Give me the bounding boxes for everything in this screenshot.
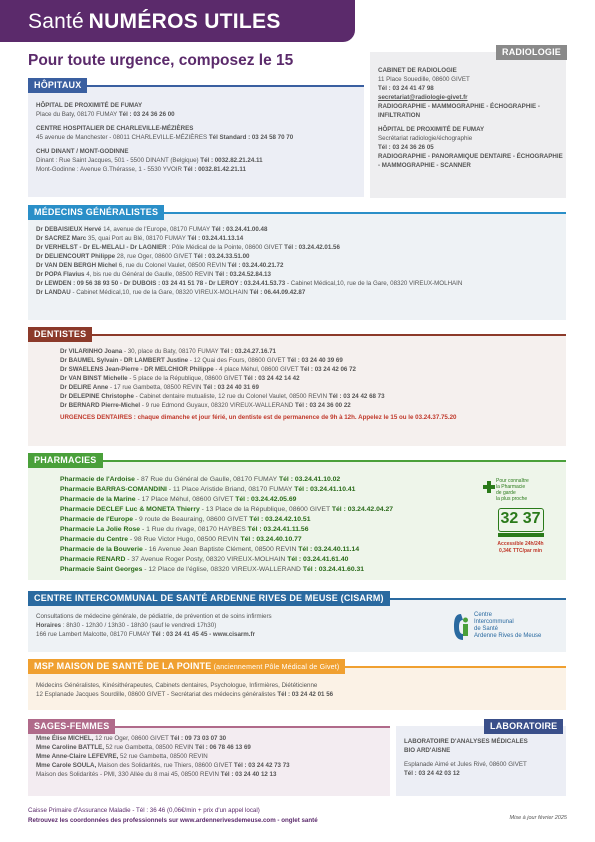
list-item	[60, 393, 560, 402]
medecin-name: Dr LEWDEN : 09 56 38 93 50 - Dr DUBOIS : 03 24 41 51 78 - Dr LEROY : 03.24.41.53.73	[36, 279, 286, 287]
radiologie-header: RADIOLOGIE	[496, 45, 567, 60]
cisarm-logo	[452, 612, 562, 644]
logo-line: Centre	[474, 612, 493, 618]
laboratoire-details	[404, 738, 564, 779]
promo-access	[478, 541, 563, 554]
dentistes-list	[60, 348, 560, 423]
pharmacie-name: Pharmacie de la Bouverie	[60, 546, 143, 554]
dentiste-address: - 17 rue Gambetta, 08500 REVIN	[108, 383, 204, 391]
medecins-list	[36, 226, 564, 298]
pharmacie-address: - 17 Place Méhul, 08600 GIVET	[135, 496, 236, 504]
sagefemme-address: 12 rue Oger, 08600 GIVET	[93, 735, 171, 742]
pharmacie-tel: Tél : 03.24.41.61.40	[287, 556, 349, 564]
pharmacie-name: Pharmacie de la Marine	[60, 496, 136, 504]
lab-name-2: BIO ARD'AISNE	[404, 746, 451, 754]
logo-line: Intercommunal	[474, 618, 514, 625]
pharmacy-cross-icon	[482, 480, 496, 494]
list-item	[36, 762, 386, 771]
sagefemme-name: Mme Élise MICHEL,	[36, 735, 94, 742]
dentiste-address: - 4 place Méhul, 08600 GIVET	[213, 365, 301, 373]
pharmacie-address: - 1 Rue du rivage, 08170 HAYBES	[140, 526, 248, 534]
cisarm-horaires	[36, 622, 436, 631]
page-banner	[0, 0, 355, 42]
pharmacie-tel: Tél : 03.24.40.10.77	[240, 536, 302, 544]
medecin-address: 4, bis rue du Général de Gaulle, 08500 REVIN	[84, 270, 216, 278]
medecin-name: Dr VAN DEN BERGH Michel	[36, 261, 118, 269]
msp-header	[28, 659, 345, 674]
pharmacie-tel: Tél : 03.24.41.11.56	[247, 526, 309, 534]
list-item	[60, 545, 480, 555]
cisarm-logo-icon	[452, 612, 470, 642]
sagefemme-tel: Tél : 03 24 42 73 73	[233, 761, 290, 769]
list-item	[60, 565, 480, 575]
footer-cpam: Caisse Primaire d'Assurance Maladie - Tél : 36 46 (0,06€/min + prix d'un appel local)	[28, 807, 260, 814]
msp-address: 12 Esplanade Jacques Sourdille, 08600 GIVET - Secrétariat des médecins généralistes	[36, 690, 278, 698]
list-item	[60, 485, 480, 495]
urgences-dentaires: URGENCES DENTAIRES : chaque dimanche et jour férié, un dentiste est de permanence de 9h à 12h. Appelez le 15 ou le 03.24.37.75.20	[60, 413, 457, 421]
logo-line: de Santé	[474, 625, 499, 632]
msp-tel: Tél : 03 24 42 01 56	[277, 690, 334, 698]
radio-cab-address: 11 Place Souedille, 08600 GIVET	[378, 75, 470, 83]
pharmacie-address: - 98 Rue Victor Hugo, 08500 REVIN	[128, 536, 241, 544]
dentiste-address: - 9 rue Edmond Guyaux, 08320 VIREUX-WALLERAND	[140, 401, 295, 409]
dentiste-address: - Cabinet dentaire mutualiste, 12 rue du Colonel Vaulet, 08500 REVIN	[133, 392, 329, 400]
list-item	[36, 753, 386, 762]
msp-services: Médecins Généralistes, Kinésithérapeutes, Cabinets dentaires, Psychologue, Infirmières, Diététicienne	[36, 682, 318, 689]
pharmacie-name: Pharmacie de l'Europe	[60, 516, 134, 524]
medecin-tel: Tél : 03.24.52.84.13	[215, 270, 271, 278]
list-item	[60, 495, 480, 505]
pharmacie-address: - 16 Avenue Jean Baptiste Clément, 08500 REVIN	[142, 546, 299, 554]
radio-hop-name: HÔPITAL DE PROXIMITÉ DE FUMAY	[378, 125, 485, 133]
urgence-heading: Pour toute urgence, composez le 15	[28, 52, 294, 69]
radio-hop-desc: Secrétariat radiologie/échographie	[378, 134, 473, 142]
hopital-line	[36, 134, 366, 143]
dentiste-name: Dr BAUMEL Sylvain - DR LAMBERT Justine	[60, 356, 189, 364]
pharmacie-name: Pharmacie DECLEF Luc & MONETA Thierry	[60, 506, 200, 514]
promo-access-line: Accessible 24h/24h	[497, 541, 544, 547]
dentiste-tel: Tél : 03 24 36 00 22	[295, 401, 351, 409]
promo-price-line: 0,34€ TTC/par min	[498, 547, 543, 554]
pharmacie-tel: Tél : 03.24.42.04.27	[331, 506, 394, 514]
dentiste-tel: Tél : 03.24.27.16.71	[220, 348, 276, 355]
dentiste-tel: Tél : 03 24 40 31 69	[203, 383, 259, 391]
update-date: Mise à jour février 2025	[509, 815, 567, 821]
hopital-line	[36, 111, 366, 120]
banner-title-bold: NUMÉROS UTILES	[88, 10, 281, 33]
dentiste-name: Dr SWAELENS Jean-Pierre - DR MELCHIOR Philippe	[60, 365, 214, 373]
sagefemme-address: 52 rue Gambetta, 08500 REVIN	[103, 743, 196, 751]
list-item	[36, 244, 564, 253]
list-item	[60, 384, 560, 393]
pharmacie-name: Pharmacie BARRAS-COMANDINI	[60, 486, 167, 494]
hopital-address: Mont-Godinne : Avenue G.Thérasse, 1 - 5530 YVOIR	[36, 165, 184, 173]
hopital-address: Place du Baty, 08170 FUMAY	[36, 110, 119, 118]
msp-header-title: MSP MAISON DE SANTÉ DE LA POINTE	[34, 661, 212, 671]
medecin-name: Dr POPA Flavius	[36, 270, 85, 278]
cisarm-tel: Tél : 03 24 41 45 45 - www.cisarm.fr	[151, 630, 255, 638]
medecin-name: Dr SACREZ Marc	[36, 234, 87, 242]
laboratoire-header: LABORATOIRE	[484, 719, 563, 734]
sagefemme-tel: Tél : 03 24 40 12 13	[220, 770, 277, 778]
sagefemme-address: Maison des Solidarités, rue Thiers, 08600 GIVET	[96, 761, 234, 769]
list-item	[36, 262, 564, 271]
sagefemme-name: Mme Caroline BATTLE,	[36, 743, 104, 751]
medecin-name: Dr LANDAU	[36, 288, 71, 296]
hopital-tel: Tél : 0032.81.42.21.11	[183, 165, 246, 173]
hopital-address: Dinant : Rue Saint Jacques, 501 - 5500 DINANT (Belgique)	[36, 156, 201, 164]
dentiste-name: Dr VAN BINST Michelle	[60, 374, 128, 382]
medecin-address: - Cabinet Médical,10, rue de la Gare, 08320 VIREUX-MOLHAIN	[285, 279, 463, 287]
hopital-name: HÔPITAL DE PROXIMITÉ DE FUMAY	[36, 102, 143, 109]
list-item	[36, 289, 564, 298]
medecin-tel: Tél : 06.44.09.42.87	[249, 288, 306, 296]
cisarm-horaires-label: Horaires	[36, 621, 62, 629]
lab-tel: Tél : 03 24 42 03 12	[404, 769, 460, 777]
pharmacie-address: - 37 Avenue Roger Posty, 08320 VIREUX-MOLHAIN	[125, 556, 288, 564]
cisarm-desc: Consultations de médecine générale, de pédiatrie, de prévention et de soins infirmiers	[36, 613, 272, 620]
pharmacie-address: - 13 Place de la République, 08600 GIVET	[199, 506, 332, 514]
pharmacie-tel: Tél : 03.24.42.05.69	[235, 496, 297, 504]
hopital-address: 45 avenue de Manchester - 08011 CHARLEVILLE-MÉZIÈRES	[36, 133, 209, 141]
sagefemme-name: Mme Anne-Claire LEFEVRE,	[36, 752, 119, 760]
cisarm-address-line	[36, 631, 436, 640]
pharmacie-address: - 9 route de Beauraing, 08600 GIVET	[133, 516, 250, 524]
medecin-tel: Tél : 03.24.42.01.56	[284, 243, 340, 251]
cisarm-logo-text	[474, 612, 541, 640]
list-item	[60, 475, 480, 485]
list-item	[36, 235, 564, 244]
hopital-tel: Tél : 03 24 36 26 00	[118, 110, 175, 118]
list-item	[60, 402, 560, 411]
pharmacies-header: PHARMACIES	[28, 453, 103, 468]
dentiste-tel: Tél : 03 24 42 14 42	[243, 374, 300, 382]
list-item	[36, 226, 564, 235]
list-item	[60, 357, 560, 366]
dentiste-address: - 5 place de la République, 08600 GIVET	[127, 374, 244, 382]
hopitaux-list	[36, 102, 366, 175]
dentiste-address: - 12 Quai des Fours, 08600 GIVET	[188, 356, 288, 364]
dentiste-tel: Tél : 03 24 42 68 73	[328, 392, 385, 400]
list-item	[60, 375, 560, 384]
medecin-name: Dr DELIENCOURT Philippe	[36, 252, 116, 260]
radio-cab-email[interactable]: secretariat@radiologie-givet.fr	[378, 93, 468, 101]
promo-line: la Pharmacie	[496, 484, 526, 490]
pharmacies-list	[60, 475, 480, 575]
radiologie-list	[378, 67, 564, 171]
pharmacie-name: Pharmacie Saint Georges	[60, 566, 143, 574]
list-item	[36, 253, 564, 262]
footer-website[interactable]: Retrouvez les coordonnées des professionnels sur www.ardennerivesdemeuse.com - onglet santé	[28, 816, 318, 824]
medecin-tel: Tél : 03.24.41.13.14	[187, 234, 244, 242]
cisarm-details	[36, 613, 436, 640]
medecin-address: 28, rue Oger, 08600 GIVET	[115, 252, 194, 260]
dentiste-name: Dr VILARINHO Joana	[60, 348, 123, 355]
medecin-name: Dr VERHELST - Dr EL-MELALI - Dr LAGNIER	[36, 243, 167, 251]
msp-header-sub: (anciennement Pôle Médical de Givet)	[211, 664, 340, 671]
pharmacie-tel: Tél : 03.24.41.60.31	[302, 566, 365, 574]
pharmacie-address: - 87 Rue du Général de Gaulle, 08170 FUMAY	[134, 476, 279, 483]
medecin-address: - Cabinet Médical,10, rue de la Gare, 08320 VIREUX-MOLHAIN	[70, 288, 250, 296]
medecin-address: 35, quai Port au Blé, 08170 FUMAY	[86, 234, 188, 242]
hopitaux-header: HÔPITAUX	[28, 78, 87, 93]
radio-hop-tel: Tél : 03 24 36 26 05	[378, 143, 434, 151]
list-item	[36, 771, 386, 780]
promo-bar	[498, 533, 544, 537]
pharmacie-tel: Tél : 03.24.41.10.02	[278, 476, 341, 483]
dentiste-address: - 30, place du Baty, 08170 FUMAY	[122, 348, 221, 355]
pharmacie-address: - 12 Place de l'église, 08320 VIREUX-WALLERAND	[142, 566, 303, 574]
list-item	[60, 525, 480, 535]
medecins-header: MÉDECINS GÉNÉRALISTES	[28, 205, 164, 220]
dentiste-name: Dr DELEPINE Christophe	[60, 392, 134, 400]
dentiste-tel: Tél : 03 24 40 39 69	[287, 356, 343, 364]
logo-line: Ardenne Rives de Meuse	[474, 632, 542, 639]
footer	[28, 806, 318, 825]
medecin-tel: Tél : 03.24.33.51.00	[193, 252, 250, 260]
medecin-tel: Tél : 03.24.41.00.48	[211, 226, 268, 233]
list-item	[60, 555, 480, 565]
pharmacie-address: - 11 Place Aristide Briand, 08170 FUMAY	[166, 486, 295, 494]
list-item	[60, 535, 480, 545]
medecin-tel: Tél : 03.24.40.21.72	[227, 261, 284, 269]
medecin-name: Dr DEBAISIEUX Hervé	[36, 226, 102, 233]
promo-line: Pour connaître	[496, 478, 529, 484]
sagesfemmes-list	[36, 735, 386, 780]
medecin-address: 6, rue du Colonel Vaulet, 08500 REVIN	[117, 261, 228, 269]
promo-line: de garde	[496, 490, 516, 496]
list-item	[60, 515, 480, 525]
list-item	[60, 505, 480, 515]
radio-hop-services: RADIOGRAPHIE - PANORAMIQUE DENTAIRE - ÉCHOGRAPHIE - MAMMOGRAPHIE - SCANNER	[378, 152, 563, 169]
dentiste-tel: Tél : 03 24 42 06 72	[300, 365, 356, 373]
promo-number: 32 37	[498, 508, 544, 532]
hopital-name: CENTRE HOSPITALIER DE CHARLEVILLE-MÉZIÈRES	[36, 124, 194, 132]
promo-line: la plus proche	[496, 496, 528, 502]
dentiste-name: Dr DELIRE Anne	[60, 383, 109, 391]
pharmacie-garde-promo	[478, 478, 563, 578]
sagefemme-address: 52 rue Gambetta, 08500 REVIN	[118, 752, 208, 760]
pharmacie-tel: Tél : 03.24.41.10.41	[294, 486, 356, 494]
lab-address: Esplanade Aimé et Jules Rivé, 08600 GIVET	[404, 760, 527, 768]
medecin-address: : Pôle Médical de la Pointe, 08600 GIVET	[166, 243, 285, 251]
list-item	[36, 744, 386, 753]
pharmacie-tel: Tél : 03.24.40.11.14	[298, 546, 360, 554]
sagesfemmes-header: SAGES-FEMMES	[28, 719, 115, 734]
lab-name: LABORATOIRE D'ANALYSES MÉDICALES	[404, 738, 528, 745]
cisarm-horaires-value: : 8h30 - 12h30 / 13h30 - 18h30 (sauf le vendredi 17h30)	[61, 621, 217, 629]
hopital-name: CHU DINANT / MONT-GODINNE	[36, 147, 129, 155]
msp-address-line	[36, 691, 556, 700]
banner-title-light: Santé	[28, 10, 84, 33]
list-item	[60, 348, 560, 357]
sagefemme-tel: Tél : 09 73 03 07 30	[170, 735, 227, 742]
pharmacie-name: Pharmacie de l'Ardoise	[60, 476, 135, 483]
list-item	[36, 280, 564, 289]
list-item	[36, 271, 564, 280]
hopital-line	[36, 166, 366, 175]
radio-cab-tel: Tél : 03 24 41 47 98	[378, 84, 434, 92]
pharmacie-tel: Tél : 03.24.42.10.51	[249, 516, 311, 524]
pharmacie-name: Pharmacie du Centre	[60, 536, 128, 544]
hopital-tel: Tél : 0032.82.21.24.11	[200, 156, 263, 164]
msp-details	[36, 682, 556, 700]
pharmacie-name: Pharmacie RENARD	[60, 556, 126, 564]
hopital-tel: Tél Standard : 03 24 58 70 70	[208, 133, 294, 141]
hopital-line	[36, 157, 366, 166]
medecin-address: 14, avenue de l'Europe, 08170 FUMAY	[101, 226, 212, 233]
promo-text	[496, 478, 563, 502]
pharmacie-name: Pharmacie La Jolie Rose	[60, 526, 141, 534]
cisarm-header: CENTRE INTERCOMMUNAL DE SANTÉ ARDENNE RIVES DE MEUSE (CISARM)	[28, 591, 390, 606]
cisarm-address: 166 rue Lambert Malcotte, 08170 FUMAY	[36, 630, 152, 638]
dentistes-header: DENTISTES	[28, 327, 92, 342]
sagefemme-name: Mme Carole SOULA,	[36, 761, 97, 769]
radio-cab-services: RADIOGRAPHIE - MAMMOGRAPHIE - ÉCHOGRAPHIE - INFILTRATION	[378, 102, 540, 119]
list-item	[60, 366, 560, 375]
radio-cab-name: CABINET DE RADIOLOGIE	[378, 67, 457, 74]
dentiste-name: Dr BERNARD Pierre-Michel	[60, 401, 141, 409]
sagefemme-tel: Tél : 06 78 46 13 69	[195, 743, 251, 751]
sagefemme-address: Maison des Solidarités - PMI, 330 Allée du 8 mai 45, 08500 REVIN	[36, 770, 221, 778]
list-item	[36, 735, 386, 744]
